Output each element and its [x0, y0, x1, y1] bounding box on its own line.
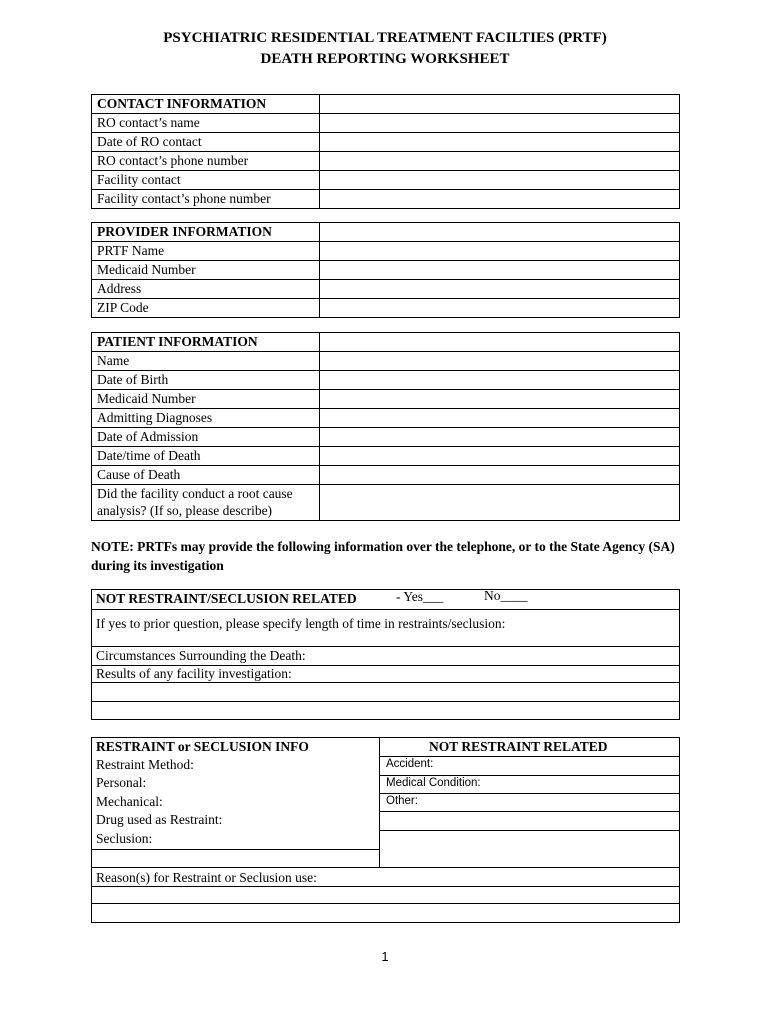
- ro-contact-phone-field[interactable]: [320, 152, 680, 171]
- patient-medicaid-field[interactable]: [320, 390, 680, 409]
- reasons-label: Reason(s) for Restraint or Seclusion use:: [96, 870, 317, 885]
- cause-of-death-field[interactable]: [320, 466, 680, 485]
- patient-name-field[interactable]: [320, 352, 680, 371]
- provider-information-table: [91, 222, 680, 318]
- date-of-birth-field[interactable]: [320, 371, 680, 390]
- mechanical-label: Mechanical:: [96, 794, 163, 809]
- patient-heading: PATIENT INFORMATION: [92, 333, 320, 352]
- circumstances-row[interactable]: [92, 647, 679, 666]
- provider-row-label: PRTF Name: [92, 242, 320, 261]
- date-time-of-death-field[interactable]: [320, 447, 680, 466]
- reasons-row[interactable]: [92, 867, 679, 887]
- contact-row-label: Facility contact’s phone number: [92, 190, 320, 209]
- not-restraint-related-heading: NOT RESTRAINT RELATED: [429, 739, 608, 754]
- facility-contact-field[interactable]: [320, 171, 680, 190]
- not-restraint-section: [91, 589, 680, 720]
- admitting-diagnoses-field[interactable]: [320, 409, 680, 428]
- restraint-section: [91, 737, 680, 923]
- blank-row[interactable]: [92, 886, 679, 904]
- restraint-method-label: Restraint Method:: [96, 757, 194, 772]
- seclusion-label: Seclusion:: [96, 831, 153, 846]
- patient-row-label: Name: [92, 352, 320, 371]
- not-restraint-heading: NOT RESTRAINT/SECLUSION RELATED: [96, 591, 357, 606]
- drug-restraint-label: Drug used as Restraint:: [96, 812, 223, 827]
- root-cause-analysis-field[interactable]: [320, 485, 680, 521]
- contact-row-label: Facility contact: [92, 171, 320, 190]
- patient-row-label: Admitting Diagnoses: [92, 409, 320, 428]
- patient-row-label: Did the facility conduct a root cause analysis? (If so, please describe): [92, 485, 320, 521]
- provider-medicaid-field[interactable]: [320, 261, 680, 280]
- no-option[interactable]: No____: [484, 588, 528, 603]
- medical-condition-label: Medical Condition:: [386, 777, 481, 789]
- length-of-time-question: If yes to prior question, please specify length of time in restraints/seclusion:: [96, 616, 506, 631]
- patient-row-label: Medicaid Number: [92, 390, 320, 409]
- not-restraint-blank-field[interactable]: [380, 811, 679, 831]
- address-field[interactable]: [320, 280, 680, 299]
- restraint-heading: RESTRAINT or SECLUSION INFO: [96, 739, 309, 754]
- provider-heading: PROVIDER INFORMATION: [92, 223, 320, 242]
- provider-row-label: Address: [92, 280, 320, 299]
- not-restraint-question-row: [92, 590, 679, 610]
- worksheet-title-line2: DEATH REPORTING WORKSHEET: [260, 51, 510, 67]
- medical-condition-field[interactable]: [380, 775, 679, 794]
- prtf-name-field[interactable]: [320, 242, 680, 261]
- results-label: Results of any facility investigation:: [96, 666, 292, 681]
- facility-contact-phone-field[interactable]: [320, 190, 680, 209]
- restraint-heading-row: [92, 738, 679, 756]
- results-row[interactable]: [92, 666, 679, 683]
- seclusion-blank-field[interactable]: [92, 849, 379, 868]
- contact-heading-value[interactable]: [320, 95, 680, 114]
- yes-option[interactable]: - Yes___: [396, 589, 444, 604]
- personal-label: Personal:: [96, 775, 147, 790]
- provider-heading-value[interactable]: [320, 223, 680, 242]
- accident-label: Accident:: [386, 758, 434, 770]
- other-label: Other:: [386, 795, 418, 807]
- patient-row-label: Date of Birth: [92, 371, 320, 390]
- patient-row-label: Cause of Death: [92, 466, 320, 485]
- provider-row-label: ZIP Code: [92, 299, 320, 318]
- contact-row-label: RO contact’s name: [92, 114, 320, 133]
- ro-contact-name-field[interactable]: [320, 114, 680, 133]
- patient-information-table: [91, 332, 680, 521]
- length-of-time-row[interactable]: [92, 610, 679, 647]
- blank-row[interactable]: [92, 702, 679, 719]
- contact-information-table: [91, 94, 680, 209]
- patient-heading-value[interactable]: [320, 333, 680, 352]
- accident-field[interactable]: [380, 756, 679, 775]
- contact-heading: CONTACT INFORMATION: [92, 95, 320, 114]
- ro-contact-date-field[interactable]: [320, 133, 680, 152]
- blank-row[interactable]: [92, 904, 679, 922]
- page-number: 1: [381, 949, 389, 964]
- contact-row-label: Date of RO contact: [92, 133, 320, 152]
- worksheet-title-line1: PSYCHIATRIC RESIDENTIAL TREATMENT FACILTIES (PRTF): [163, 30, 607, 46]
- date-of-admission-field[interactable]: [320, 428, 680, 447]
- provider-row-label: Medicaid Number: [92, 261, 320, 280]
- other-field[interactable]: [380, 793, 679, 812]
- patient-row-label: Date/time of Death: [92, 447, 320, 466]
- blank-row[interactable]: [92, 683, 679, 702]
- patient-row-label: Date of Admission: [92, 428, 320, 447]
- telephone-note: NOTE: PRTFs may provide the following information over the telephone, or to the State Agency (SA) during its investigation: [91, 539, 675, 573]
- contact-row-label: RO contact’s phone number: [92, 152, 320, 171]
- circumstances-label: Circumstances Surrounding the Death:: [96, 648, 306, 663]
- zip-code-field[interactable]: [320, 299, 680, 318]
